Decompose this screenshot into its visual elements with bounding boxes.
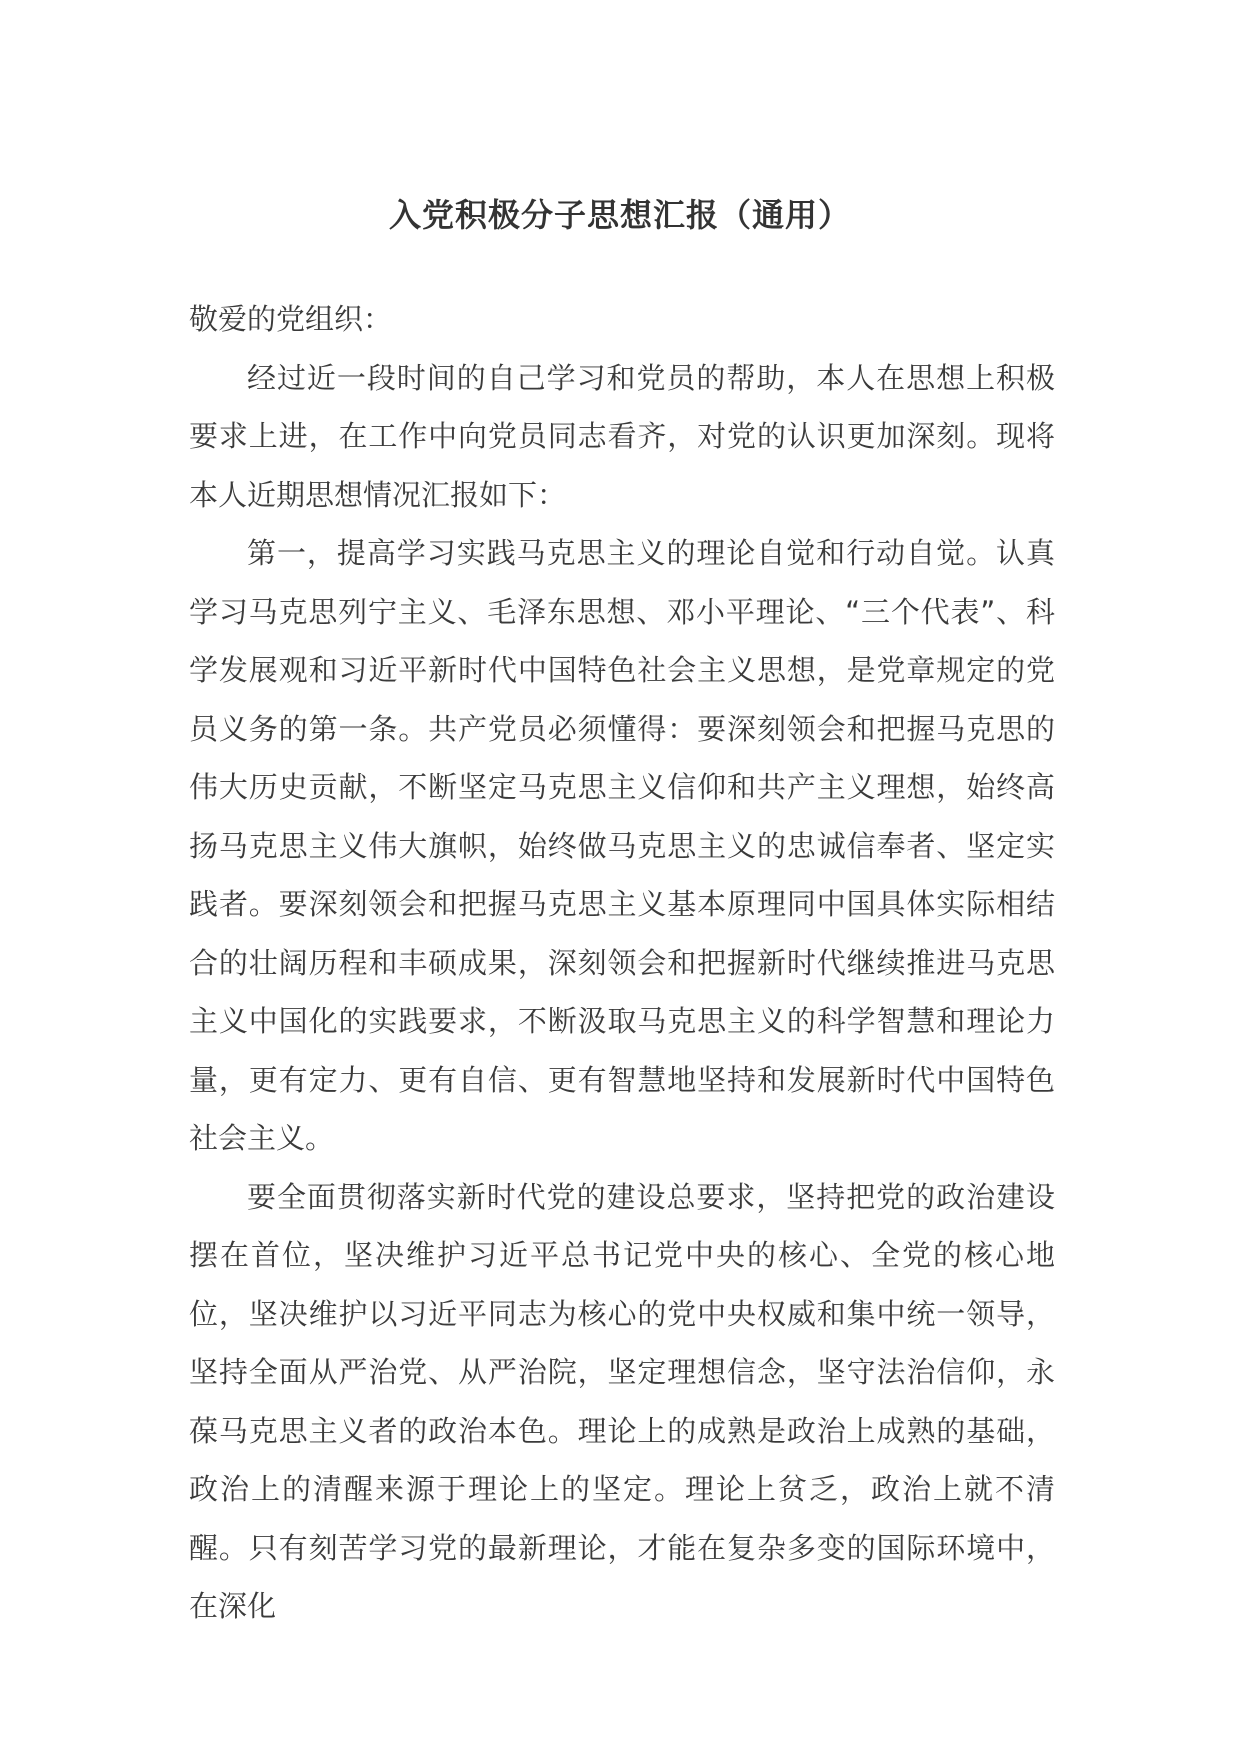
paragraph-party-building: 要全面贯彻落实新时代党的建设总要求，坚持把党的政治建设摆在首位，坚决维护习近平总书记党中央的核心、全党的核心地位，坚决维护以习近平同志为核心的党中央权威和集中统一领导，坚持全面从严治党、从严治院，坚定理想信念，坚守法治信仰，永葆马克思主义者的政治本色。理论上的成熟是政治上成熟的基础，政治上的清醒来源于理论上的坚定。理论上贫乏，政治上就不清醒。只有刻苦学习党的最新理论，才能在复杂多变的国际环境中，在深化 [189,1179,1055,1623]
paragraph-first-point: 第一，提高学习实践马克思主义的理论自觉和行动自觉。认真学习马克思列宁主义、毛泽东思想、邓小平理论、“三个代表”、科学发展观和习近平新时代中国特色社会主义思想，是党章规定的党员义务的第一条。共产党员必须懂得：要深刻领会和把握马克思的伟大历史贡献，不断坚定马克思主义信仰和共产主义理想，始终高扬马克思主义伟大旗帜，始终做马克思主义的忠诚信奉者、坚定实践者。要深刻领会和把握马克思主义基本原理同中国具体实际相结合的壮阔历程和丰硕成果，深刻领会和把握新时代继续推进马克思主义中国化的实践要求，不断汲取马克思主义的科学智慧和理论力量，更有定力、更有自信、更有智慧地坚持和发展新时代中国特色社会主义。 [189,536,1055,1155]
document-body [189,290,1055,1636]
salutation: 敬爱的党组织： [189,302,393,336]
paragraph-intro: 经过近一段时间的自己学习和党员的帮助，本人在思想上积极要求上进，在工作中向党员同志看齐，对党的认识更加深刻。现将本人近期思想情况汇报如下： [189,360,1055,512]
document-title: 入党积极分子思想汇报（通用） [388,196,851,234]
